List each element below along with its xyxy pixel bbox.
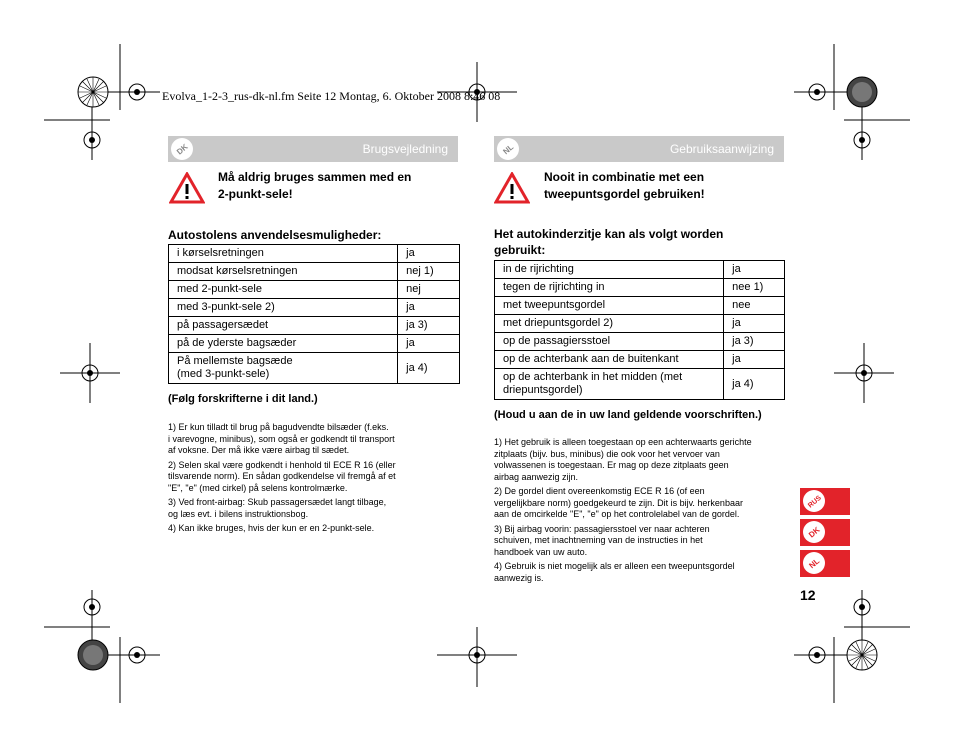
right-heading-line: gebruikt:: [494, 243, 546, 257]
footnote-line: volwassenen is toegestaan. Er mag op deze zitplaats geen: [494, 460, 729, 470]
row-label: modsat kørselsretningen: [169, 263, 398, 281]
footnote-line: 2) Selen skal være godkendt i henhold til ECE R 16 (eller: [168, 459, 396, 470]
left-warning-text: [218, 169, 411, 203]
table-row: [169, 335, 460, 353]
footnote-line: aanwezig is.: [494, 572, 544, 583]
row-label: på de yderste bagsæder: [169, 335, 398, 353]
row-label: På mellemste bagsæde: [177, 355, 293, 367]
row-value: ja: [398, 245, 460, 263]
right-note: (Houd u aan de in uw land geldende voorschriften.): [494, 409, 762, 421]
row-label: op de passagiersstoel: [495, 333, 724, 351]
table-row: [495, 261, 785, 279]
footnote-line: "E", "e" (med cirkel) på selens kontrolmærke.: [168, 482, 348, 493]
left-warning-line: 2-punkt-sele!: [218, 187, 293, 201]
row-label: op de achterbank aan de buitenkant: [495, 351, 724, 369]
footnote: [494, 486, 752, 521]
right-heading-line: Het autokinderzitje kan als volgt worden: [494, 227, 724, 241]
table-row: [169, 263, 460, 281]
row-label: med 2-punkt-sele: [169, 281, 398, 299]
footnote-line: og læs evt. i bilens instruktionsbog.: [168, 508, 309, 519]
footnote: [168, 460, 396, 495]
table-row: [495, 369, 785, 400]
footnote-line: vergelijkbare norm) goedgekeurd te zijn. Dit is bijv. herkenbaar: [494, 497, 743, 508]
left-warning-icon: [169, 172, 205, 204]
row-label: in de rijrichting: [495, 261, 724, 279]
row-label: met driepuntsgordel 2): [495, 315, 724, 333]
row-value: ja: [724, 351, 785, 369]
footnote-line: af voksne. Der må ikke være airbag til sædet.: [168, 445, 350, 455]
row-label: tegen de rijrichting in: [495, 279, 724, 297]
table-row: [495, 279, 785, 297]
table-row: [169, 299, 460, 317]
footnote-line: 4) Kan ikke bruges, hvis der kun er en 2-punkt-sele.: [168, 523, 375, 533]
table-row: [169, 353, 460, 384]
nl-badge-icon: [802, 551, 826, 575]
side-tab-rus[interactable]: [800, 488, 850, 515]
footnote-line: 3) Ved front-airbag: Skub passagersædet langt tilbage,: [168, 497, 387, 507]
footnote: [168, 422, 396, 457]
footnote: [168, 497, 396, 520]
page-number: 12: [800, 587, 816, 603]
right-section-bar: [494, 136, 784, 162]
table-row: [495, 351, 785, 369]
row-label: med 3-punkt-sele 2): [169, 299, 398, 317]
right-footnotes: [494, 437, 752, 587]
dk-badge-icon: [802, 520, 826, 544]
right-lang-tag: NL: [501, 142, 516, 157]
footnote: [494, 561, 752, 584]
row-value: ja 3): [398, 317, 460, 335]
side-tab-dk[interactable]: [800, 519, 850, 546]
footnote-line: tilsvarende norm). En sådan godkendelse vil fremgå af et: [168, 471, 396, 481]
left-usage-table: [168, 244, 460, 384]
left-lang-tag: DK: [175, 142, 190, 157]
row-label-multiline: [169, 353, 398, 384]
side-tab-nl[interactable]: [800, 550, 850, 577]
row-label: driepuntsgordel): [503, 384, 583, 396]
row-label: i kørselsretningen: [169, 245, 398, 263]
footnote-line: 1) Er kun tilladt til brug på bagudvendte bilsæder (f.eks.: [168, 422, 389, 432]
side-tab-label: RUS: [807, 494, 823, 510]
nl-tag-icon: [496, 137, 520, 161]
row-value: nee: [724, 297, 785, 315]
left-note: (Følg forskrifterne i dit land.): [168, 393, 318, 405]
right-warning-icon: [494, 172, 530, 204]
right-bar-title: Gebruiksaanwijzing: [669, 142, 774, 156]
footnote-line: airbag aanwezig zijn.: [494, 471, 579, 482]
table-row: [495, 333, 785, 351]
right-warning-text: [544, 169, 705, 203]
left-heading: Autostolens anvendelsesmuligheder:: [168, 228, 382, 242]
row-value: nej 1): [398, 263, 460, 281]
left-footnotes: [168, 422, 396, 538]
right-warning-line: tweepuntsgordel gebruiken!: [544, 187, 705, 201]
left-bar-title: Brugsvejledning: [362, 142, 448, 156]
table-row: [169, 317, 460, 335]
right-heading: [494, 226, 723, 258]
file-header-line: Evolva_1-2-3_rus-dk-nl.fm Seite 12 Montag, 6. Oktober 2008 8:46 08: [162, 89, 501, 103]
footnote-line: 1) Het gebruik is alleen toegestaan op een achterwaarts gerichte: [494, 437, 752, 447]
rus-badge-icon: [802, 489, 826, 513]
row-label: (med 3-punkt-sele): [177, 368, 270, 380]
row-value: ja: [724, 315, 785, 333]
row-value: ja: [398, 335, 460, 353]
row-value: ja 3): [724, 333, 785, 351]
right-usage-table: [494, 260, 785, 400]
row-label: på passagersædet: [169, 317, 398, 335]
side-tab-label: DK: [807, 525, 822, 540]
row-value: ja 4): [724, 369, 785, 400]
row-value: nee 1): [724, 279, 785, 297]
footnote-line: zitplaats (bijv. bus, minibus) die ook voor het vervoer van: [494, 448, 720, 459]
row-label-multiline: [495, 369, 724, 400]
footnote: [494, 524, 752, 559]
row-value: ja 4): [398, 353, 460, 384]
footnote-line: i varevogne, minibus), som også er godkendt til transport: [168, 433, 395, 444]
row-label: op de achterbank in het midden (met: [503, 371, 683, 383]
footnote: [168, 523, 396, 535]
footnote-line: 2) De gordel dient overeenkomstig ECE R 16 (of een: [494, 486, 705, 496]
left-warning-line: Må aldrig bruges sammen med en: [218, 170, 412, 184]
right-warning-line: Nooit in combinatie met een: [544, 170, 705, 184]
row-label: met tweepuntsgordel: [495, 297, 724, 315]
footnote-line: 3) Bij airbag voorin: passagiersstoel ver naar achteren: [494, 523, 710, 534]
row-value: ja: [398, 299, 460, 317]
footnote-line: schuiven, met inachtneming van de instructies in het: [494, 535, 703, 545]
row-value: nej: [398, 281, 460, 299]
table-row: [169, 281, 460, 299]
footnote-line: handboek van uw auto.: [494, 546, 588, 557]
table-row: [495, 297, 785, 315]
table-row: [169, 245, 460, 263]
left-section-bar: [168, 136, 458, 162]
table-row: [495, 315, 785, 333]
footnote: [494, 437, 752, 483]
side-tab-label: NL: [807, 556, 822, 571]
dk-tag-icon: [170, 137, 194, 161]
row-value: ja: [724, 261, 785, 279]
footnote-line: aan de omcirkelde "E", "e" op het controlelabel van de gordel.: [494, 509, 740, 519]
footnote-line: 4) Gebruik is niet mogelijk als er alleen een tweepuntsgordel: [494, 561, 735, 571]
